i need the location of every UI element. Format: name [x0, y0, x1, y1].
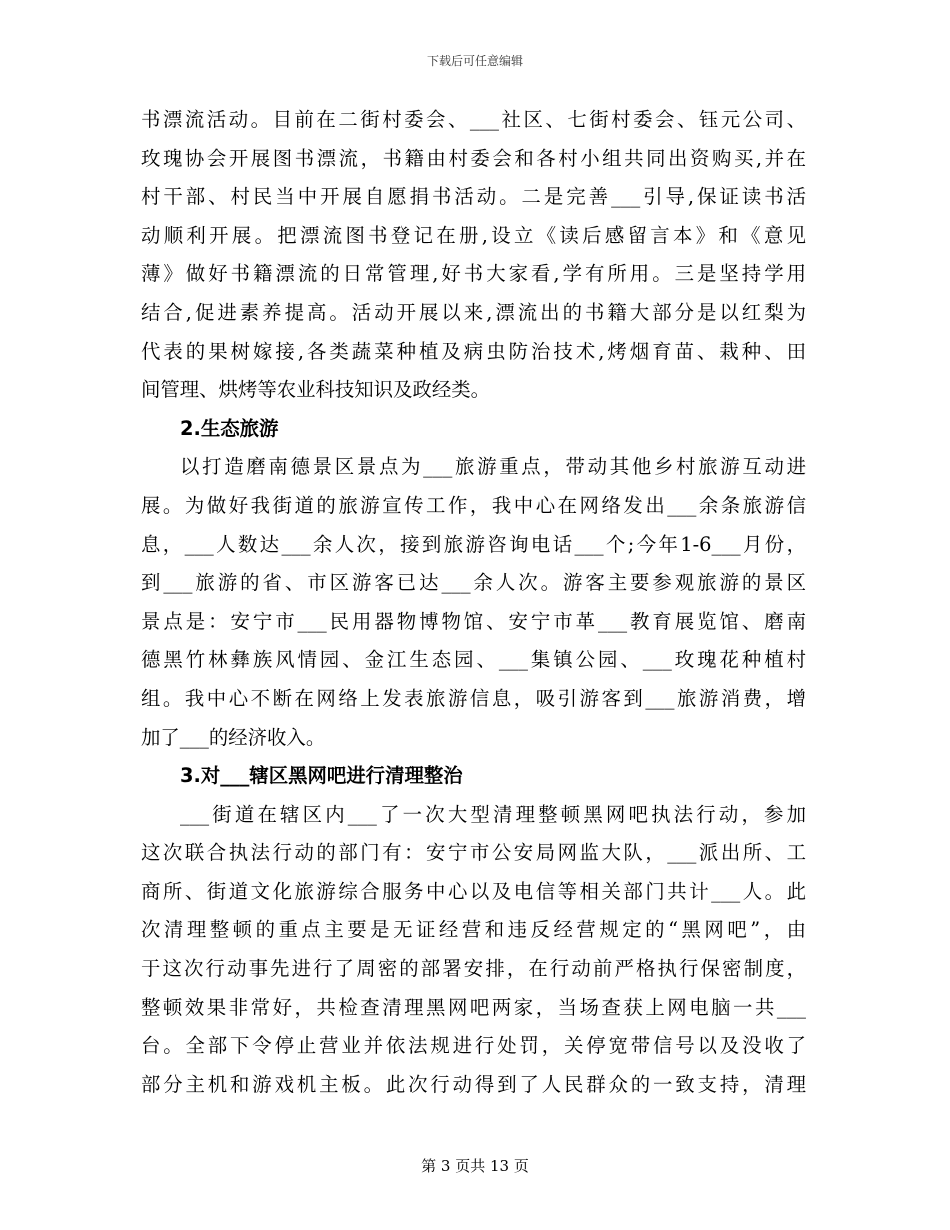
paragraph-line: 台。全部下令停止营业并依法规进行处罚，关停宽带信号以及没收了 [141, 1034, 806, 1058]
paragraph-internet-cafe [141, 796, 806, 1105]
paragraph-line: ___街道在辖区内___了一次大型清理整顿黑网吧执法行动，参加 [180, 802, 806, 826]
paragraph-eco-tourism [141, 448, 806, 757]
paragraph-line: 以打造磨南德景区景点为___旅游重点，带动其他乡村旅游互动进 [180, 455, 806, 479]
paragraph-book-drifting [141, 101, 806, 410]
paragraph-line: 展。为做好我街道的旅游宣传工作，我中心在网络发出___余条旅游信 [141, 493, 806, 517]
paragraph-line: 动顺利开展。把漂流图书登记在册,设立《读后感留言本》和《意见 [141, 223, 806, 247]
paragraph-line: 玫瑰协会开展图书漂流，书籍由村委会和各村小组共同出资购买,并在 [141, 146, 806, 170]
paragraph-line: 商所、街道文化旅游综合服务中心以及电信等相关部门共计___人。此 [141, 879, 806, 903]
section-heading-eco-tourism: 2.生态旅游 [180, 416, 279, 440]
page-number: 第 3 页共 13 页 [421, 1157, 529, 1175]
paragraph-line: 整顿效果非常好，共检查清理黑网吧两家，当场查获上网电脑一共___ [141, 995, 806, 1019]
paragraph-line: 间管理、烘烤等农业科技知识及政经类。 [141, 378, 491, 402]
paragraph-line: 息，___人数达___余人次，接到旅游咨询电话___个;今年1-6___月份， [141, 532, 806, 556]
document-body [141, 101, 806, 1104]
paragraph-line: 于这次行动事先进行了周密的部署安排，在行动前严格执行保密制度， [141, 957, 806, 981]
section-heading-internet-cafe: 3.对___辖区黑网吧进行清理整治 [180, 764, 463, 788]
paragraph-line: 部分主机和游戏机主板。此次行动得到了人民群众的一致支持，清理 [141, 1072, 806, 1096]
paragraph-line: 到___旅游的省、市区游客已达___余人次。游客主要参观旅游的景区 [141, 571, 806, 595]
paragraph-line: 结合,促进素养提高。活动开展以来,漂流出的书籍大部分是以红梨为 [141, 300, 806, 324]
paragraph-line: 书漂流活动。目前在二街村委会、___社区、七街村委会、钰元公司、 [141, 108, 806, 131]
paragraph-line: 薄》做好书籍漂流的日常管理,好书大家看,学有所用。三是坚持学用 [141, 262, 806, 286]
paragraph-line: 村干部、村民当中开展自愿捐书活动。二是完善___引导,保证读书活 [141, 185, 806, 209]
paragraph-line: 代表的果树嫁接,各类蔬菜种植及病虫防治技术,烤烟育苗、栽种、田 [141, 339, 806, 363]
paragraph-line: 这次联合执法行动的部门有：安宁市公安局网监大队，___派出所、工 [141, 841, 806, 865]
paragraph-line: 组。我中心不断在网络上发表旅游信息，吸引游客到___旅游消费，增 [141, 686, 806, 710]
paragraph-line: 德黑竹林彝族风情园、金江生态园、___集镇公园、___玫瑰花种植村 [141, 648, 806, 672]
paragraph-line: 景点是：安宁市___民用器物博物馆、安宁市革___教育展览馆、磨南 [141, 609, 806, 633]
paragraph-line: 加了___的经济收入。 [141, 725, 326, 749]
page-header: 下载后可任意编辑 [426, 54, 523, 68]
paragraph-line: 次清理整顿的重点主要是无证经营和违反经营规定的“黑网吧”，由 [141, 918, 806, 942]
